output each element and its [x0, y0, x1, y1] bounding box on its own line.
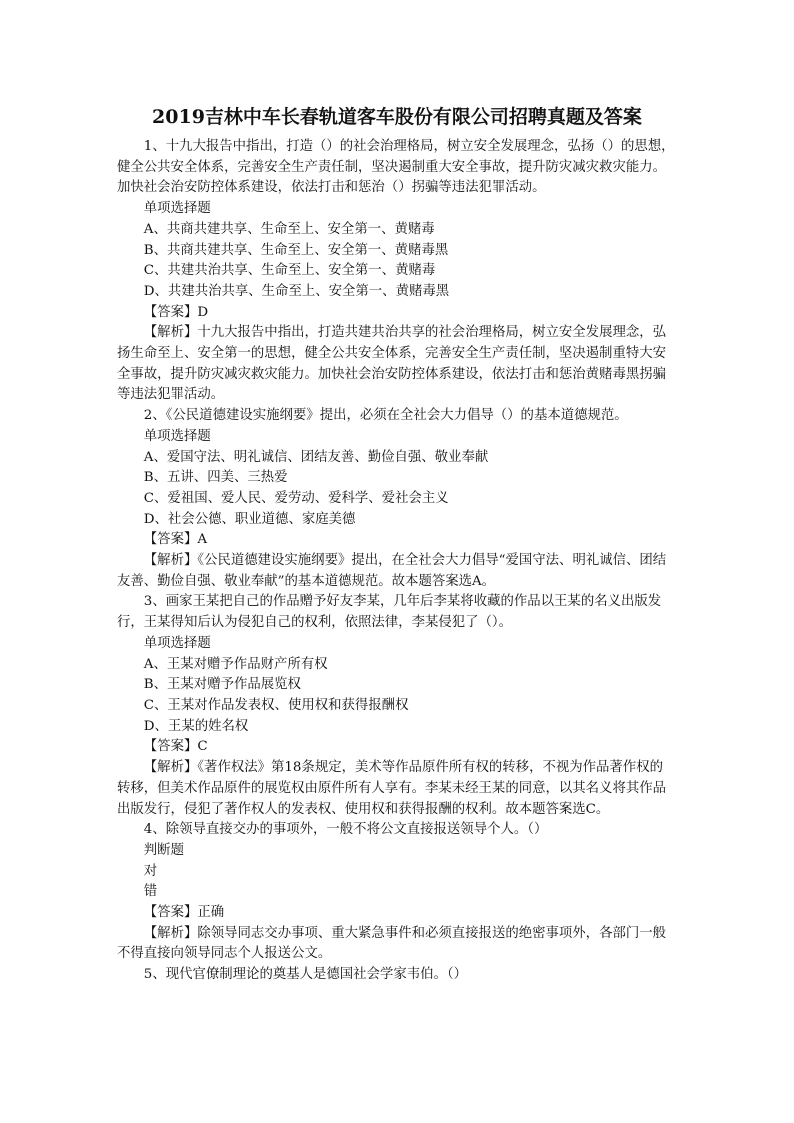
answer-tag: 【答案】 — [143, 905, 198, 921]
question-1 — [117, 137, 675, 406]
document-body — [117, 137, 675, 986]
option-b: B、五讲、四美、三热爱 — [143, 470, 288, 486]
question-3 — [117, 592, 675, 820]
answer-tag: 【答案】 — [143, 532, 198, 548]
analysis-text: 《著作权法》第18条规定，美术等作品原件所有权的转移，不视为作品著作权的转移，但美术作品原件的展览权由原件所有人享有。李某未经王某的同意，以其名义将其作品出版发行，侵犯了著作权人的发表权、使用权和获得报酬的权利。故本题答案选C。 — [117, 760, 667, 817]
option-d: D、社会公德、职业道德、家庭美德 — [143, 511, 356, 527]
question-type: 单项选择题 — [143, 428, 211, 444]
analysis-tag: 【解析】 — [143, 760, 198, 776]
analysis-text: 除领导同志交办事项、重大紧急事件和必须直接报送的绝密事项外，各部门一般不得直接向领导同志个人报送公文。 — [117, 925, 667, 962]
answer-tag: 【答案】 — [143, 739, 198, 755]
option-d: D、共建共治共享、生命至上、安全第一、黄赌毒黑 — [143, 283, 450, 299]
question-2 — [117, 406, 675, 592]
question-type: 单项选择题 — [143, 201, 211, 217]
option-a: A、爱国守法、明礼诚信、团结友善、勤俭自强、敬业奉献 — [143, 449, 489, 465]
analysis-tag: 【解析】 — [143, 925, 198, 941]
analysis-line — [117, 758, 675, 820]
option-a: A、王某对赠予作品财产所有权 — [143, 656, 328, 672]
answer-value: C — [197, 739, 208, 755]
option-true: 对 — [143, 863, 158, 879]
answer-tag: 【答案】 — [143, 304, 198, 320]
question-type: 单项选择题 — [143, 635, 211, 651]
analysis-line — [117, 323, 675, 406]
answer-value: 正确 — [197, 905, 225, 921]
option-d: D、王某的姓名权 — [143, 718, 249, 734]
analysis-tag: 【解析】 — [143, 553, 198, 569]
question-4 — [117, 820, 675, 965]
analysis-text: 《公民道德建设实施纲要》提出，在全社会大力倡导“爱国守法、明礼诚信、团结友善、勤俭自强、敬业奉献”的基本道德规范。故本题答案选A。 — [117, 553, 667, 589]
option-a: A、共商共建共享、生命至上、安全第一、黄赌毒 — [143, 221, 435, 237]
question-stem: 5、现代官僚制理论的奠基人是德国社会学家韦伯。（） — [143, 967, 467, 983]
analysis-line — [117, 924, 675, 965]
option-false: 错 — [143, 884, 158, 900]
option-c: C、共建共治共享、生命至上、安全第一、黄赌毒 — [143, 263, 436, 279]
question-stem: 2、《公民道德建设实施纲要》提出，必须在全社会大力倡导（）的基本道德规范。 — [143, 408, 628, 424]
answer-line — [117, 303, 675, 324]
option-c: C、爱祖国、爱人民、爱劳动、爱科学、爱社会主义 — [143, 490, 449, 506]
option-c: C、王某对作品发表权、使用权和获得报酬权 — [143, 697, 409, 713]
analysis-tag: 【解析】 — [143, 325, 198, 341]
analysis-text: 十九大报告中指出，打造共建共治共享的社会治理格局，树立安全发展理念，弘扬生命至上、安全第一的思想，健全公共安全体系，完善安全生产责任制，坚决遏制重特大安全事故，提升防灾减灾救灾能力。加快社会治安防控体系建设，依法打击和惩治黄赌毒黑拐骗等违法犯罪活动。 — [117, 325, 667, 403]
analysis-line — [117, 551, 675, 592]
answer-line — [117, 903, 675, 924]
option-b: B、王某对赠予作品展览权 — [143, 677, 301, 693]
answer-value: A — [197, 532, 208, 548]
option-b: B、共商共建共享、生命至上、安全第一、黄赌毒黑 — [143, 242, 449, 258]
document-title: 2019吉林中车长春轨道客车股份有限公司招聘真题及答案 — [152, 106, 642, 128]
question-type: 判断题 — [143, 842, 184, 858]
answer-value: D — [197, 304, 209, 320]
question-stem: 1、十九大报告中指出，打造（）的社会治理格局，树立安全发展理念，弘扬（）的思想，健全公共安全体系，完善安全生产责任制，坚决遏制重大安全事故，提升防灾减灾救灾能力。加快社会治安防控体系建设，依法打击和惩治（）拐骗等违法犯罪活动。 — [117, 139, 675, 196]
answer-line — [117, 530, 675, 551]
question-5 — [117, 965, 675, 986]
answer-line — [117, 737, 675, 758]
question-stem: 3、画家王某把自己的作品赠予好友李某，几年后李某将收藏的作品以王某的名义出版发行，王某得知后认为侵犯自己的权利，依照法律，李某侵犯了（）。 — [117, 594, 662, 631]
question-stem: 4、除领导直接交办的事项外，一般不将公文直接报送领导个人。（） — [143, 822, 548, 838]
